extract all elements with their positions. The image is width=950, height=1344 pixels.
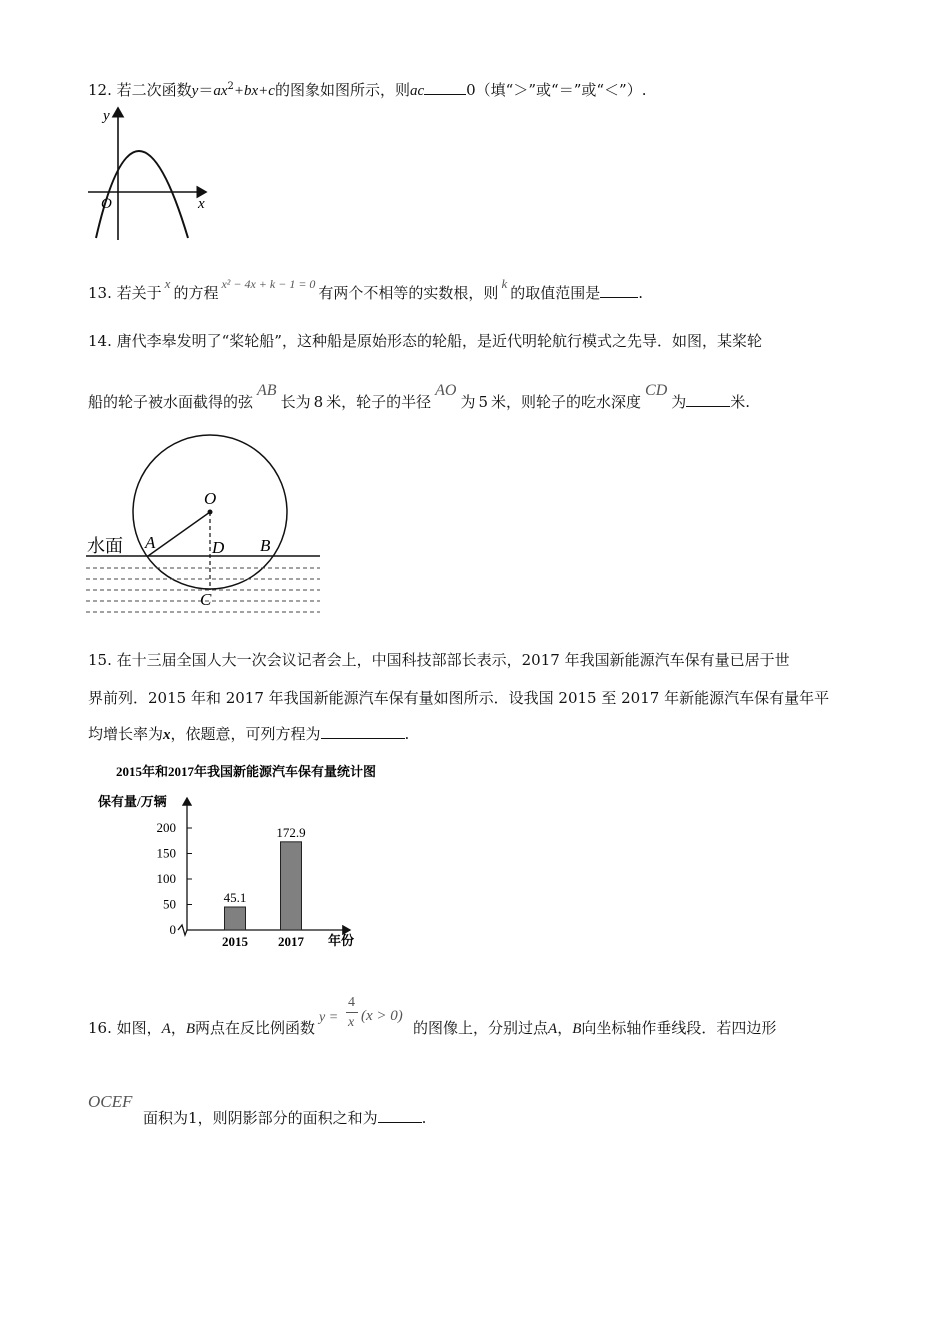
q15-var-x: x [163, 727, 171, 743]
q14-line1 [88, 331, 762, 351]
q14-cd: CD [645, 382, 668, 399]
chart-data-label: 45.1 [223, 889, 247, 905]
chart-x-tick-label: 2015 [222, 934, 248, 949]
q14-label-o: O [204, 489, 217, 508]
q16-ocef-wrap [88, 1092, 132, 1112]
chart-y-tick-label: 0 [169, 922, 176, 937]
q13-mid2: 有两个不相等的实数根，则 [318, 284, 499, 302]
q16-point-b2: B [572, 1021, 582, 1037]
q12-text [88, 77, 646, 101]
q16-func-den: x [348, 1015, 355, 1030]
q12-formula-a: ax [213, 83, 228, 99]
q15-line3 [88, 724, 409, 745]
q13-equation: x² − 4x + k − 1 = 0 [221, 277, 316, 291]
q14-wheel-figure [84, 430, 324, 625]
q16-answer-blank[interactable] [378, 1108, 422, 1123]
q12-answer-blank[interactable] [424, 80, 466, 95]
q16-line2 [143, 1108, 426, 1128]
q12-parabola [96, 151, 188, 238]
chart-bar-2017 [281, 842, 302, 930]
chart-x-label: 年份 [328, 933, 355, 948]
q12-mid: 的图象如图所示，则 [274, 81, 410, 99]
q14-radius-ao [148, 512, 210, 556]
chart-y-tick-label: 100 [156, 871, 176, 886]
q16-l2-c: . [421, 1109, 427, 1127]
q15-line3a: 均增长率为 [88, 725, 164, 743]
q14-ab: AB [257, 382, 277, 399]
q12-x-label: x [198, 196, 205, 212]
q15-number: 15. [88, 651, 112, 669]
q12-ac: ac [409, 83, 425, 99]
q16-ocef: OCEF [88, 1092, 133, 1111]
q14-l2-a: 船的轮子被水面截得的弦 [88, 393, 254, 411]
q15-line3c: . [404, 725, 410, 743]
q15-line1-text: 在十三届全国人大一次会议记者会上，中国科技部部长表示，2017 年我国新能源汽车保有量已居于世 [116, 651, 790, 669]
q13-mid1: 的方程 [173, 284, 219, 302]
q14-label-a: A [145, 533, 156, 552]
q12-number: 12. [88, 81, 112, 99]
q13-tail: 的取值范围是 [510, 284, 601, 302]
q14-water-label: 水面 [87, 536, 123, 556]
q15-line2-text: 界前列．2015 年和 2017 年我国新能源汽车保有量如图所示．设我国 2015 至 2017 年新能源汽车保有量年平 [88, 689, 830, 707]
q12-formula-eq: ＝ [198, 81, 214, 99]
q12-origin-label: O [101, 196, 112, 212]
q14-l2-b: 长为 [280, 393, 311, 411]
q15-line1 [88, 650, 790, 670]
q14-label-b: B [260, 536, 271, 555]
q13-number: 13. [88, 284, 112, 302]
q14-label-c: C [200, 590, 212, 609]
q16-comma2: ， [557, 1019, 573, 1037]
q16-l1-b: 两点在反比例函数 [195, 1019, 316, 1037]
q13-answer-blank[interactable] [600, 283, 638, 298]
q16-l1-c: 的图像上，分别过点 [413, 1019, 549, 1037]
q14-label-d: D [212, 538, 225, 557]
q14-len-ab: 8 [313, 393, 324, 411]
q16-point-a: A [161, 1021, 171, 1037]
q16-function [315, 995, 413, 1038]
chart-data-label: 172.9 [276, 824, 306, 840]
chart-x-axis [178, 925, 350, 935]
q12-y-label: y [103, 108, 110, 124]
q14-l2-g: 米. [730, 393, 751, 411]
q16-func-y: y = [319, 1010, 339, 1025]
q15-line2 [88, 688, 829, 708]
q12-tail: 0（填“＞”或“＝”或“＜”）. [466, 81, 647, 99]
q14-l2-c: 米，轮子的半径 [326, 393, 432, 411]
q14-l2-e: 米，则轮子的吃水深度 [491, 393, 642, 411]
q14-number: 14. [88, 332, 112, 350]
q16-func-num: 4 [348, 995, 356, 1010]
q12-pre: 若二次函数 [116, 81, 192, 99]
q16-l2-a: 面积为 [143, 1109, 189, 1127]
chart-title: 2015年和2017年我国新能源汽车保有量统计图 [116, 764, 377, 779]
q14-l2-f: 为 [671, 393, 687, 411]
q16-point-a2: A [548, 1021, 558, 1037]
q16-l2-b: ，则阴影部分的面积之和为 [197, 1109, 378, 1127]
q13-end: . [638, 284, 644, 302]
q14-ao: AO [435, 382, 457, 399]
chart-bar-2015 [225, 907, 246, 930]
q16-l1-d: 向坐标轴作垂线段．若四边形 [581, 1019, 777, 1037]
q13-var-x: x [164, 276, 171, 291]
q12-formula-y: y [191, 83, 199, 99]
q13-text [88, 276, 644, 304]
q13-pre: 若关于 [116, 284, 162, 302]
chart-y-label: 保有量/万辆 [98, 794, 167, 809]
q14-answer-blank[interactable] [686, 392, 730, 407]
q15-line3b: ，依题意，可列方程为 [170, 725, 321, 743]
q12-parabola-figure [84, 100, 214, 245]
q16-number: 16. [88, 1019, 112, 1037]
q14-center-dot [208, 510, 213, 515]
q13-var-k: k [501, 276, 508, 291]
q14-line2 [88, 382, 751, 413]
q16-point-b: B [185, 1021, 196, 1037]
q16-l1-a: 如图， [116, 1019, 162, 1037]
q16-func-cond: (x > 0) [361, 1008, 403, 1024]
chart-y-tick-label: 200 [156, 820, 176, 835]
q16-line1 [88, 995, 777, 1039]
q12-formula-b: +bx+c [233, 83, 275, 99]
chart-y-tick-label: 50 [163, 896, 176, 912]
q15-bar-chart [88, 758, 378, 953]
q16-area: 1 [188, 1109, 198, 1127]
q14-line1-text: 唐代李皋发明了“桨轮船”，这种船是原始形态的轮船，是近代明轮航行模式之先导．如图，某桨轮 [116, 332, 762, 350]
q15-answer-blank[interactable] [321, 724, 405, 739]
chart-y-tick-label: 150 [156, 845, 176, 861]
q14-l2-d: 为 [460, 393, 476, 411]
q14-radius: 5 [478, 393, 489, 411]
chart-x-tick-label: 2017 [278, 934, 304, 949]
q16-comma: ， [170, 1019, 186, 1037]
q12-formula-exp: 2 [227, 81, 234, 92]
